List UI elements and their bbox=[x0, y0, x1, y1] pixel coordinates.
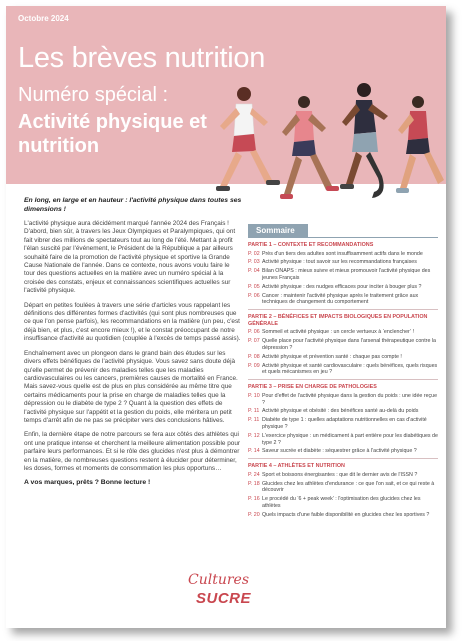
summary-part-title: PARTIE 4 – ATHLÈTES ET NUTRITION bbox=[248, 463, 345, 470]
summary-entry-page: P. 14 bbox=[248, 448, 260, 455]
summary-entry[interactable] bbox=[248, 354, 438, 361]
runner-1-figure bbox=[216, 87, 280, 191]
editorial-article bbox=[24, 196, 242, 494]
summary-title: Sommaire bbox=[248, 224, 308, 237]
part-divider bbox=[248, 379, 438, 380]
summary-entry-title: Le procédé du ‘6 + peak week’ : l'optimisation des glucides chez les athlètes bbox=[262, 496, 421, 509]
summary-entry-page: P. 06 bbox=[248, 329, 260, 336]
summary-entry[interactable] bbox=[248, 496, 438, 510]
article-lead: En long, en large et en hauteur : l'activité physique dans toutes ses dimensions ! bbox=[24, 197, 242, 213]
summary-entry-page: P. 07 bbox=[248, 338, 260, 345]
summary-entry-title: L'exercice physique : un médicament à part entière pour les diabétiques de type 2 ? bbox=[262, 432, 438, 446]
summary-entry-page: P. 06 bbox=[248, 292, 260, 299]
summary-entry[interactable] bbox=[248, 338, 438, 352]
summary-entry[interactable] bbox=[248, 259, 438, 266]
runner-2-figure bbox=[280, 96, 339, 199]
summary-entry[interactable] bbox=[248, 472, 438, 479]
summary-entry-title: Activité physique et santé cardiovasculaire : quels bénéfices, quels risques et quels mécanismes en jeu ? bbox=[262, 362, 438, 376]
summary-entry-page: P. 02 bbox=[248, 250, 260, 257]
summary-entry-page: P. 04 bbox=[248, 268, 260, 275]
summary-entry-page: P. 11 bbox=[248, 417, 260, 424]
summary-entry-page: P. 12 bbox=[248, 432, 260, 439]
summary-entry-page: P. 03 bbox=[248, 259, 260, 266]
summary-entry[interactable] bbox=[248, 293, 438, 307]
summary-entry-title: Activité physique : tout savoir sur les recommandations françaises bbox=[262, 259, 417, 266]
summary-entry-title: Quelle place pour l'activité physique dans l'arsenal thérapeutique contre la dépression ? bbox=[262, 338, 436, 351]
article-paragraph-2: Départ en petites foulées à travers une série d'articles vous rappelant les définitions des différentes formes d'activités (qui sont plus nombreuses que ce que l'on pense parfois), les recommandations en la matière (un peu, c'est déjà bien, et plus, c'est encore mieux !), et le constat préoccupant de notre insuffisance d'activité au quotidien (couplée à l'excès de temps passé assis). bbox=[24, 301, 241, 343]
summary-entry[interactable] bbox=[248, 433, 438, 447]
summary-entry-title: Sport et boissons énergisantes : que dit le dernier avis de l'ISSN ? bbox=[262, 471, 418, 478]
summary-entry-title: Saveur sucrée et diabète : séquestrer grâce à l'activité physique ? bbox=[262, 448, 417, 455]
summary-entry-page: P. 16 bbox=[248, 496, 260, 503]
summary-entry-page: P. 24 bbox=[248, 471, 260, 478]
summary-entry-page: P. 10 bbox=[248, 392, 260, 399]
summary-part-title: PARTIE 3 – PRISE EN CHARGE DE PATHOLOGIES bbox=[248, 384, 377, 391]
summary-entry-title: Glucides chez les athlètes d'endurance : ce que l'on sait, et ce qui reste à découvrir bbox=[262, 480, 435, 494]
summary-entry[interactable] bbox=[248, 363, 438, 377]
article-closing: A vos marques, prêts ? Bonne lecture ! bbox=[24, 479, 151, 487]
summary-entry[interactable] bbox=[248, 417, 438, 431]
summary-entry-title: Quels impacts d'une faible disponibilité en glucides chez les sportives ? bbox=[262, 511, 430, 518]
logo-script-text: Cultures bbox=[188, 572, 250, 588]
logo-word-text: SUCRE bbox=[196, 590, 252, 607]
summary-entry[interactable] bbox=[248, 512, 438, 519]
summary-entry-page: P. 09 bbox=[248, 362, 260, 369]
issue-date: Octobre 2024 bbox=[18, 14, 69, 23]
summary-entry-title: Activité physique et prévention santé : chaque pas compte ! bbox=[262, 353, 402, 360]
summary-entry[interactable] bbox=[248, 268, 438, 282]
summary-entry[interactable] bbox=[248, 284, 438, 291]
summary-entry-page: P. 20 bbox=[248, 511, 260, 518]
article-paragraph-4: Enfin, la dernière étape de notre parcours se fera aux côtés des athlètes qui ont une pratique intense et cherchent la meilleure alimentation possible pour parfaire leurs performances. Et si le rôle des glucides n'est plus à démontrer en la matière, de nombreuses questions restent à élucider pour déterminer, les doses, formes et moments de consommation les plus opportuns… bbox=[24, 431, 240, 472]
summary-entry-page: P. 11 bbox=[248, 408, 260, 415]
summary-entry[interactable] bbox=[248, 393, 438, 407]
article-paragraph-3: Enchaînement avec un plongeon dans le grand bain des études sur les divers effets bénéfiques de l'activité physique. Vous savez sans doute déjà qu'elle permet de prévenir des maladies telles que les maladies cardiovasculaires ou les cancers, premières causes de mortalité en France. Mais savez-vous quelle est de plus en plus considérée au même titre que certains médicaments pour la prise en charge de maladies telles que la dépression ou le diabète de type 2 ? Quant à la question des effets de l'activité physique sur l'appétit et la gestion du poids, elle méritera un petit temps d'arrêt afin de ne pas se précipiter vers des conclusions hâtives. bbox=[24, 349, 238, 424]
main-title: Les brèves nutrition bbox=[18, 42, 266, 74]
summary-entry-page: P. 18 bbox=[248, 480, 260, 487]
summary-parts bbox=[248, 242, 438, 518]
summary-entry-page: P. 05 bbox=[248, 283, 260, 290]
runner-4-figure bbox=[396, 96, 444, 193]
summary-entry[interactable] bbox=[248, 408, 438, 415]
article-paragraph-1: L'activité physique aura décidément marqué l'année 2024 des Français ! D'abord, bien sûr, à travers les Jeux Olympiques et Paralympiques, qui ont fait vibrer des millions de spectateurs tout au long de l'été. Mettant à profit l'élan suscité par l'événement, le Président de la République a par ailleurs souhaité faire de la promotion de l'activité physique et sportive la Grande Cause Nationale de l'année. Dans ce contexte, nous avons voulu faire le tour des questions actuelles en la matière avec un numéro spécial à la croisée des constats, enjeux et connaissances scientifiques actuelles sur l'activité physique. bbox=[24, 220, 236, 295]
part-divider bbox=[248, 458, 438, 459]
summary-part-title: PARTIE 2 – BÉNÉFICES ET IMPACTS BIOLOGIQUES EN POPULATION GÉNÉRALE bbox=[248, 314, 428, 327]
newsletter-page bbox=[6, 6, 446, 628]
summary-entry-title: Près d'un tiers des adultes sont insuffisamment actifs dans le monde bbox=[262, 250, 423, 257]
summary-entry-title: Activité physique : des nudges efficaces pour inciter à bouger plus ? bbox=[262, 283, 422, 290]
summary-entry[interactable] bbox=[248, 251, 438, 258]
part-divider bbox=[248, 309, 438, 310]
runner-3-figure bbox=[340, 83, 388, 198]
summary-entry-title: Bilan ONAPS : mieux suivre et mieux promouvoir l'activité physique des jeunes Français bbox=[262, 268, 431, 281]
table-of-contents bbox=[248, 224, 438, 520]
summary-entry[interactable] bbox=[248, 481, 438, 495]
summary-entry-title: Pour d'effet de l'activité physique dans la gestion du poids : une idée reçue ? bbox=[262, 392, 438, 406]
summary-entry[interactable] bbox=[248, 329, 438, 336]
summary-entry-page: P. 08 bbox=[248, 353, 260, 360]
summary-entry-title: Cancer : maintenir l'activité physique après le traitement grâce aux techniques de changement du comportement bbox=[262, 292, 419, 306]
special-issue-label: Numéro spécial : bbox=[18, 84, 169, 106]
summary-entry-title: Activité physique et obésité : des bénéfices santé au-delà du poids bbox=[262, 408, 419, 415]
summary-divider bbox=[248, 237, 438, 238]
summary-entry-title: Diabète de type 1 : quelles adaptations nutritionnelles en cas d'activité physique ? bbox=[262, 417, 427, 430]
summary-entry[interactable] bbox=[248, 448, 438, 455]
summary-entry-title: Sommeil et activité physique : un cercle vertueux à ‘enclencher’ ! bbox=[262, 329, 414, 336]
topic-title: Activité physique et nutrition bbox=[18, 111, 207, 157]
summary-part-title: PARTIE 1 – CONTEXTE ET RECOMMANDATIONS bbox=[248, 242, 374, 248]
cultures-sucre-logo bbox=[184, 572, 264, 618]
